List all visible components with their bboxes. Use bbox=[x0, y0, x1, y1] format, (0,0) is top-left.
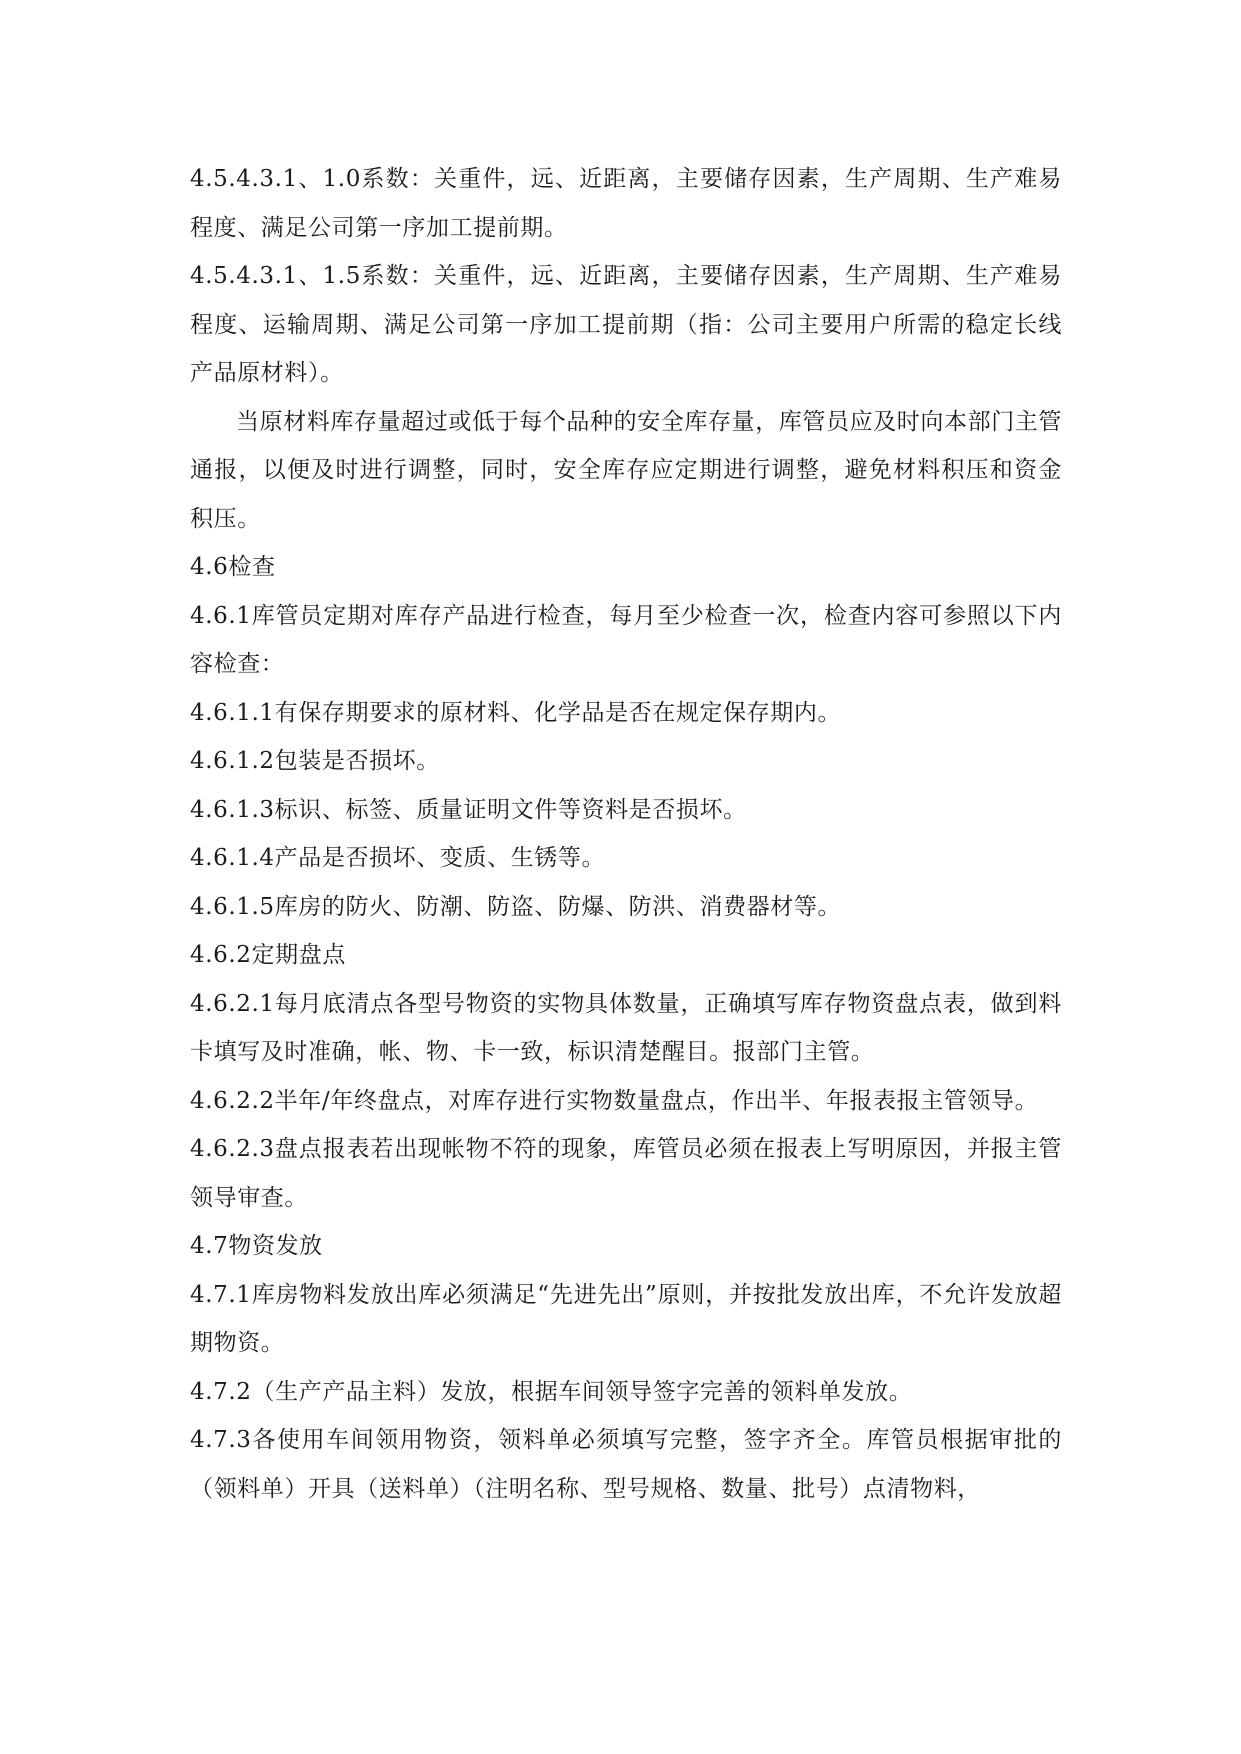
paragraph-4-6-1-5: 4.6.1.5库房的防火、防潮、防盗、防爆、防洪、消费器材等。 bbox=[190, 893, 842, 920]
paragraph-4-6-2-1: 4.6.2.1每月底清点各型号物资的实物具体数量，正确填写库存物资盘点表，做到料卡填写及时准确，帐、物、卡一致，标识清楚醒目。报部门主管。 bbox=[190, 990, 1062, 1065]
paragraph-4-6-1-2: 4.6.1.2包装是否损坏。 bbox=[190, 748, 440, 774]
paragraph-safety-stock-adjustment: 当原材料库存量超过或低于每个品种的安全库存量，库管员应及时向本部门主管通报，以便及时进行调整，同时，安全库存应定期进行调整，避免材料积压和资金积压。 bbox=[190, 408, 1062, 532]
heading-4-7-material-issue: 4.7物资发放 bbox=[190, 1233, 323, 1259]
heading-4-6-inspection: 4.6检查 bbox=[190, 554, 276, 580]
paragraph-4-7-1: 4.7.1库房物料发放出库必须满足“先进先出”原则，并按批发放出库，不允许发放超期物资。 bbox=[190, 1281, 1062, 1356]
paragraph-4-7-2: 4.7.2（生产产品主料）发放，根据车间领导签字完善的领料单发放。 bbox=[190, 1378, 913, 1405]
paragraph-4-5-4-3-1-coefficient-1-5: 4.5.4.3.1、1.5系数：关重件，远、近距离，主要储存因素，生产周期、生产难易程度、运输周期、满足公司第一序加工提前期（指：公司主要用户所需的稳定长线产品原材料）。 bbox=[190, 263, 1062, 386]
paragraph-4-6-2-2: 4.6.2.2半年/年终盘点，对库存进行实物数量盘点，作出半、年报表报主管领导。 bbox=[190, 1087, 1039, 1114]
paragraph-4-7-3: 4.7.3各使用车间领用物资，领料单必须填写完整，签字齐全。库管员根据审批的（领料单）开具（送料单）（注明名称、型号规格、数量、批号）点清物料， bbox=[190, 1427, 1062, 1502]
paragraph-4-6-1-1: 4.6.1.1有保存期要求的原材料、化学品是否在规定保存期内。 bbox=[190, 699, 842, 726]
paragraph-4-6-1: 4.6.1库管员定期对库存产品进行检查，每月至少检查一次，检查内容可参照以下内容检查： bbox=[190, 602, 1062, 677]
heading-4-6-2-regular-stocktaking: 4.6.2定期盘点 bbox=[190, 942, 346, 968]
paragraph-4-5-4-3-1-coefficient-1-0: 4.5.4.3.1、1.0系数：关重件，远、近距离，主要储存因素，生产周期、生产难易程度、满足公司第一序加工提前期。 bbox=[190, 166, 1062, 241]
paragraph-4-6-2-3: 4.6.2.3盘点报表若出现帐物不符的现象，库管员必须在报表上写明原因，并报主管领导审查。 bbox=[190, 1136, 1062, 1211]
paragraph-4-6-1-3: 4.6.1.3标识、标签、质量证明文件等资料是否损坏。 bbox=[190, 796, 747, 823]
document-body bbox=[190, 155, 1062, 1513]
paragraph-4-6-1-4: 4.6.1.4产品是否损坏、变质、生锈等。 bbox=[190, 845, 606, 871]
